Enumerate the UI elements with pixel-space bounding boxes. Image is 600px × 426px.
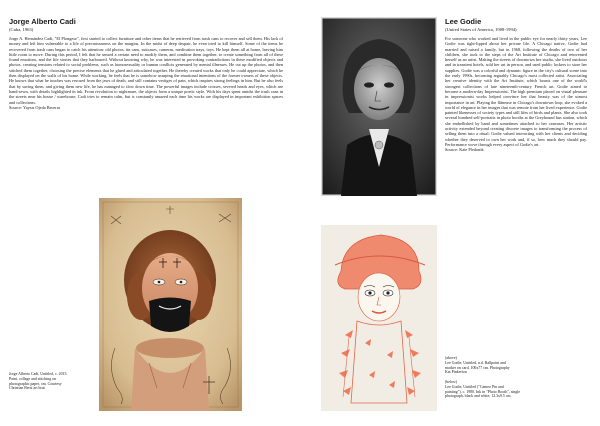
- caption-cadi-line: photographic paper, cm. Courtesy: [9, 381, 62, 386]
- artist-name-godie: Lee Godie: [445, 17, 482, 26]
- caption-above-label: (above): [445, 356, 457, 360]
- source-godie: Source: Kate Pledonik: [445, 147, 484, 153]
- godie-drawing-artwork: [321, 225, 437, 411]
- caption-below-line: painting"), c. 1980. Ink in "Photo Booth", single: [445, 389, 521, 394]
- artist-meta-cadi: (Cuba, 1963): [9, 27, 34, 32]
- godie-drawing-image: [321, 225, 437, 411]
- caption-cadi-line: Paint, collage and stitching on: [9, 376, 57, 381]
- bio-cadi: [9, 36, 283, 110]
- caption-above-line: Kat Pinkerton: [445, 370, 467, 375]
- source-cadi: Source: Yaysis Ojeda Becerra: [9, 104, 61, 110]
- caption-below-line: Lee Godie, Untitled ("Cameo Pin and: [445, 384, 504, 389]
- caption-cadi-line: Jorge Alberto Cadi, Untitled, c. 2015.: [9, 372, 68, 376]
- caption-cadi: [9, 372, 95, 391]
- artist-name-cadi: Jorge Alberto Cadi: [9, 17, 76, 26]
- right-page: [300, 0, 600, 426]
- godie-photobooth-image: [321, 17, 437, 196]
- caption-below-label: (below): [445, 379, 458, 384]
- caption-cadi-line: Christian Berst art brut: [9, 386, 45, 391]
- caption-above-line: marker on card, 100x77 cm. Photography: [445, 365, 510, 370]
- bio-godie: [445, 36, 587, 153]
- cadi-collage-artwork: [99, 198, 242, 411]
- artist-meta-godie: (United States of America, 1908-1994): [445, 27, 517, 32]
- bio-text-cadi: Jorge A. Hernández Cadi, "El Plongeur", first started to collect furniture and other items that he retrieved from trash cans to recover and sell them. His lack of money and left him vulnerable to a life of precariousness on the margins. In the midst of deep despair, he even tried to kill himself. Some of the items he recovered from trash cans began to catch his attention: old photos, tin cans, suitcases, cameras, medication trays, toys. He kept them all at home, leaving him little room to move. During this period, I felt that he sensed a certain need to modify them, and combine them together, to create something from all of these found emotions, and the life stories that they harboured. Without knowing why, he was interested in provoking contradictions in these modified objects and photos, creating tensions related to social problems, such as homosexuality or human conflicts generated by mental illnesses. He cut up the photos, and then stitched them together, choosing the precise elements that he glued and articulated together. He thereby created works that only he could appreciate, which he then displayed on the walls of his home. While working, he feels that he is somehow usurping the emotional intentions of the former owners of these objects. He knows that what he touches was rescued from the jaws of death, and still contains vestiges of pain, which inspires strong feelings in him. But he also feels that by saving them, and giving them new life, he has managed to slow down time. The powerful images include crosses, severed heads and eyes, which are hand-sewn, with details highlighted in ink. From revolution to nightmare, the objects form a unique poetic style. With his days spent amidst the trash cans in the streets near his house / warehouse, Cadi tries to remain calm, but is constantly amazed each time his works are displayed in important exhibition spaces and collections.: [9, 36, 283, 105]
- caption-below-line: photograph, black and white, 12.3x9.5 cm: [445, 394, 511, 399]
- caption-above-line: Lee Godie, Untitled, n.d. Ballpoint and: [445, 360, 506, 365]
- caption-godie: [445, 356, 587, 399]
- bio-text-godie: For someone who worked and lived in the public eye for nearly thirty years, Lee Godie was tight-lipped about her private life. A Chicago native, Godie had married and raised a family, but in 1968, following the deaths of two of her children, she took to the steps of the Art Institute of Chicago and reinvented herself as an artist. Making the streets of downtown her studio, she lived outdoors and in transient hotels, sold her art in person, and used public lockers to store her supplies. Godie was a colorful and dynamic figure in the city's cultural scene into the early 1990s, becoming arguably Chicago's most collected artist. Associating her creative identity with the Art Institute, which boasts one of the world's strongest collections of late nineteenth-century French art, Godie aimed to become a modern-day Impressionist. The high premium placed on visual pleasure in impressionist works helped convince her that beauty was of the utmost importance in art. Playing the flâneuse in Chicago's downtown loop, she evoked a world of elegance in her images that was remote from her lived experience. Godie painted likenesses of society types and still lifes of birds and plants. She also took several hundred self-portraits in photo booths at the Greyhound bus station, which she embellished by hand and sometimes attached to her canvases. Her artistic activity extended beyond creating discrete images to transforming the process of selling them into a ritual: Godie valued interacting with her clients and deciding whether they deserved to own her work and, if so, how much they should pay. Performance wove through every aspect of Godie's art.: [445, 36, 587, 147]
- godie-photobooth-photo: [321, 17, 437, 196]
- cadi-collage-image: [99, 198, 242, 411]
